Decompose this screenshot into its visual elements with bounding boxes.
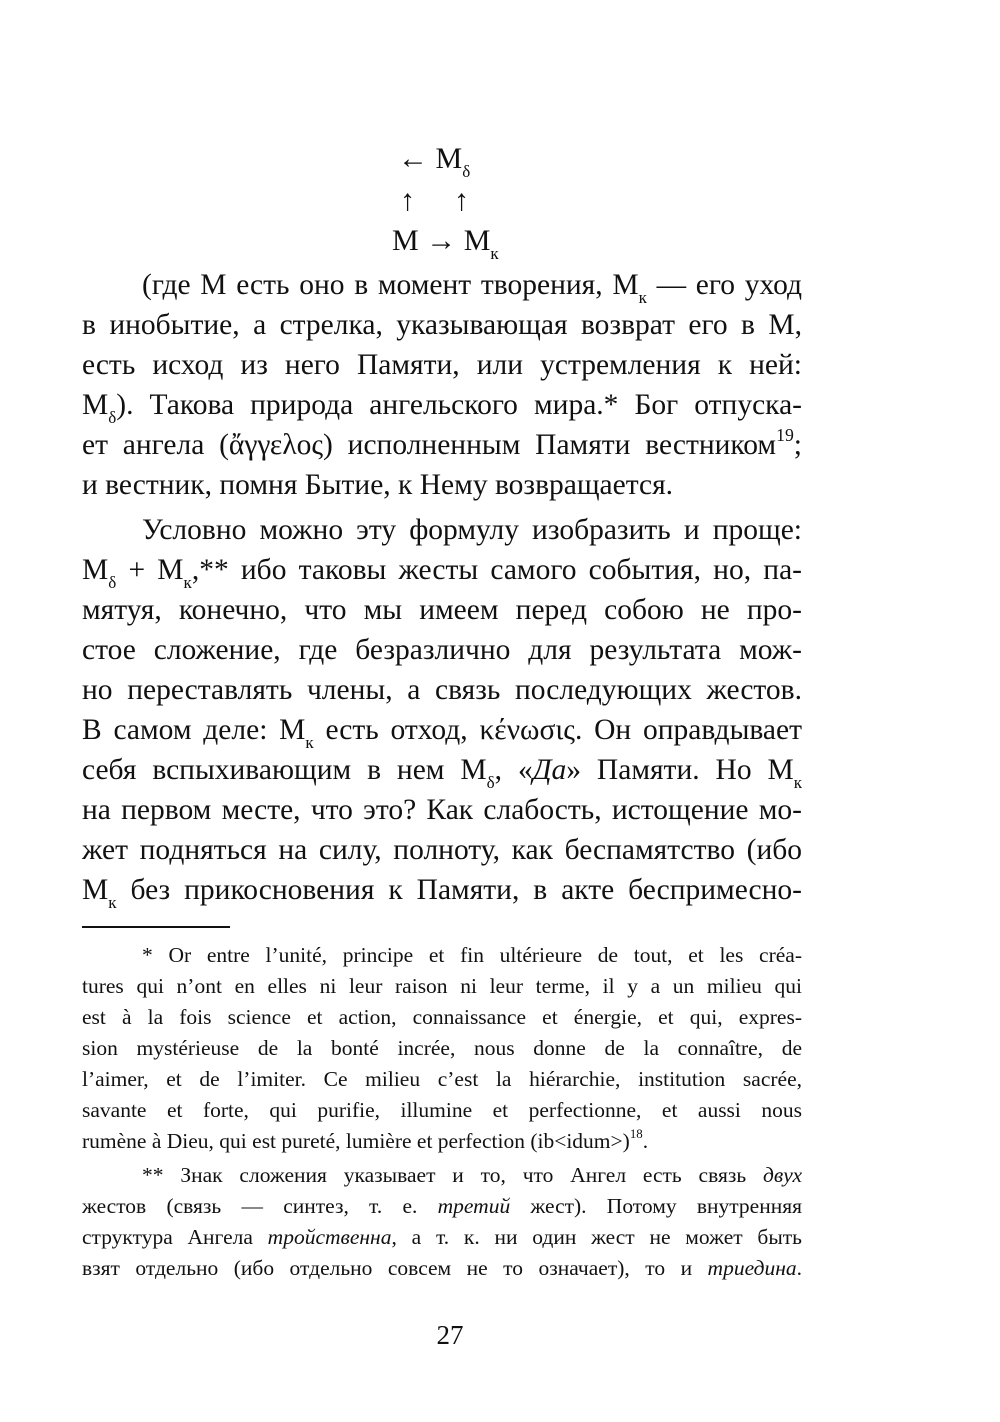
subscript-delta: δ [462,162,471,181]
body-line-10: стое сложение, где безразлично для результата мож- [82,634,802,666]
footnote-2-line-3: структура Ангела тройственна, а т. к. ни один жест не может быть [82,1225,802,1249]
formula-bottom-row [392,224,499,263]
body-line-12: В самом деле: $M_к$ есть отход, κένωσις. Он оправдывает [82,714,803,752]
footnote-1-line-1: * Or entre l’unité, principe et fin ultérieure de tout, et les créa- [142,943,802,967]
footnote-1-line-7: rumène à Dieu, qui est pureté, lumière et perfection (ib<idum>)$^{18}$. [82,1126,649,1153]
body-line-15: жет подняться на силу, полноту, как беспамятство (ибо [82,834,802,866]
footnote-2-line-1: ** Знак сложения указывает и то, что Ангел есть связь двух [142,1163,802,1187]
body-line-11: но переставлять члены, а связь последующих жестов. [82,674,802,706]
right-arrow: → [426,224,457,257]
body-line-7: Условно можно эту формулу изобразить и проще: [142,514,802,546]
footnote-1-line-3: est à la fois science et action, connaissance et énergie, et qui, expres- [82,1005,802,1029]
footnote-1-line-6: savante et forte, qui purifie, illumine et perfectionne, et aussi nous [82,1098,802,1122]
body-line-5: ет ангела (ἄγγελος) исполненным Памяти вестником$^{19}$; [82,425,802,461]
page-number: 27 [436,1320,464,1350]
footnote-separator [82,926,230,928]
formula-top-row [398,142,471,181]
body-line-4: $M_\delta$). Такова природа ангельского мира.* Бог отпуска- [82,389,802,427]
body-line-3: есть исход из него Памяти, или устремления к ней: [82,349,802,381]
up-arrow-left: ↑ [400,184,415,217]
body-line-9: мятуя, конечно, что мы имеем перед собою не про- [82,594,802,626]
footnote-2-line-4: взят отдельно (ибо отдельно совсем не то означает), то и триедина. [82,1256,802,1280]
formula-diagram [380,134,500,264]
formula-m-kappa: M [463,224,491,257]
footnote-1-line-4: sion mystérieuse de la bonté incrée, nous donne de la connaître, de [82,1036,802,1060]
left-arrow: ← [398,142,428,175]
footnote-1-line-2: tures qui n’ont en elles ni leur raison ni leur terme, il y a un milieu qui [82,974,802,998]
body-line-16: $M_к$ без прикосновения к Памяти, в акте беспримесно- [82,874,802,912]
body-line-6: и вестник, помня Бытие, к Нему возвращается. [82,469,674,501]
footnote-2-line-2: жестов (связь — синтез, т. е. третий жест). Потому внутренняя [82,1194,802,1218]
subscript-kappa: к [490,244,499,263]
up-arrow-right: ↑ [454,184,469,217]
body-line-14: на первом месте, что это? Как слабость, истощение мо- [82,794,802,826]
formula-m-delta: M [435,142,463,175]
body-line-1: (где M есть оно в момент творения, $M_к$ — его уход [142,269,802,307]
body-line-8: $M_\delta + M_к,**$ ибо таковы жесты самого события, но, па- [82,554,802,592]
footnote-1-line-5: l’aimer, et de l’imiter. Ce milieu c’est la hiérarchie, institution sacrée, [82,1067,802,1091]
body-line-2: в инобытие, а стрелка, указывающая возврат его в M, [82,309,802,341]
body-line-13: себя вспыхивающим в нем $M_\delta$, «Да» Памяти. Но $M_к$ [82,754,803,792]
formula-m: M [392,224,419,257]
